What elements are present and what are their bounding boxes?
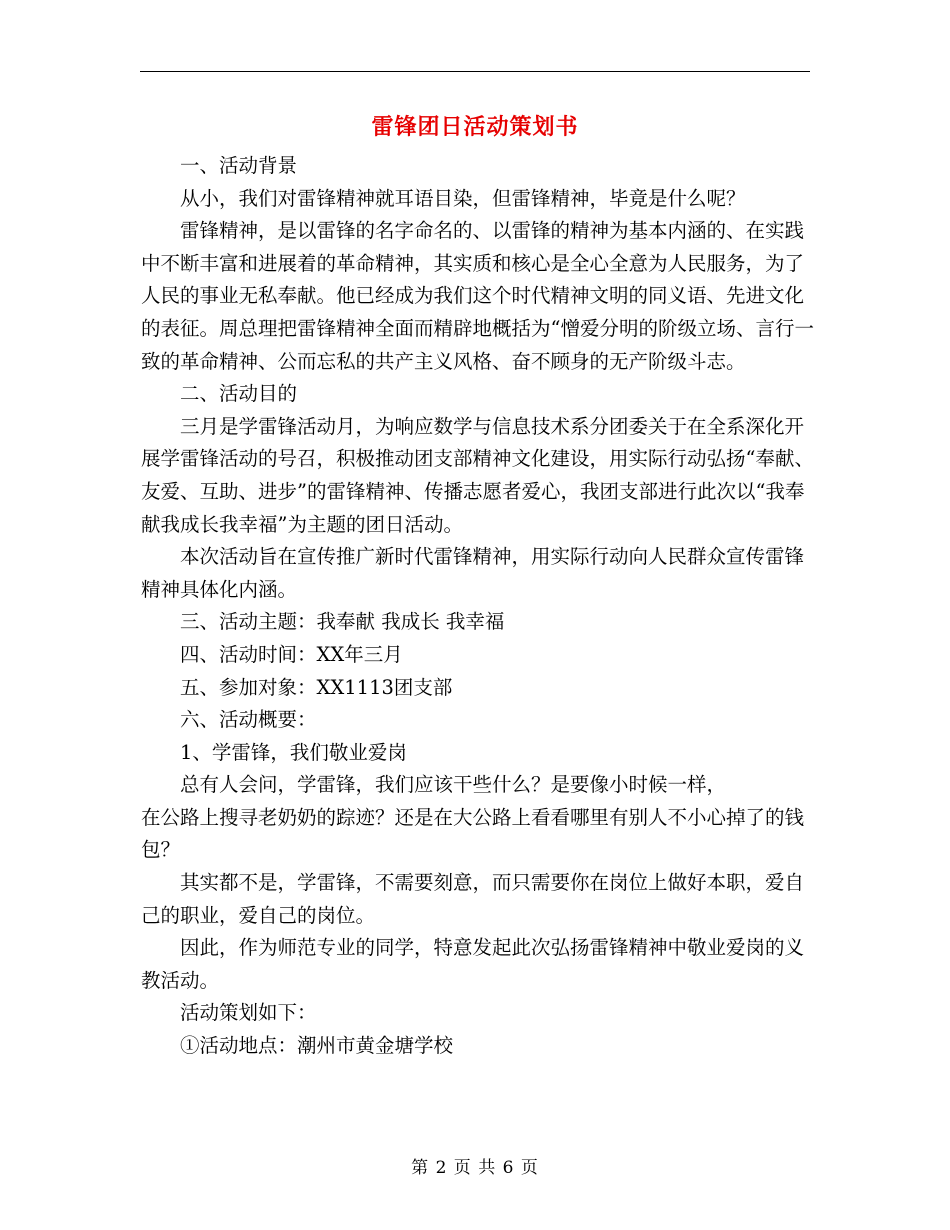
page-number-footer: 第 2 页 共 6 页 bbox=[411, 1158, 539, 1178]
section-heading-theme: 三、活动主题：我奉献 我成长 我幸福 bbox=[180, 610, 505, 634]
document-title: 雷锋团日活动策划书 bbox=[371, 114, 579, 140]
section-heading-overview: 六、活动概要： bbox=[180, 708, 317, 732]
document-body bbox=[141, 150, 816, 1063]
paragraph-plan-intro: 活动策划如下： bbox=[180, 1001, 317, 1025]
section-heading-purpose: 二、活动目的 bbox=[180, 382, 298, 406]
paragraph-answer: 其实都不是，学雷锋，不需要刻意，而只需要你在岗位上做好本职，爱自己的职业，爱自己的岗位。 bbox=[141, 871, 805, 927]
paragraph-question-2: 总有人会问，学雷锋，我们应该干些什么？是要像小时候一样， bbox=[180, 773, 727, 797]
paragraph-question-2-cont: 在公路上搜寻老奶奶的踪迹？还是在大公路上看看哪里有别人不小心掉了的钱包？ bbox=[141, 805, 805, 862]
section-heading-time: 四、活动时间：XX年三月 bbox=[180, 642, 403, 666]
subsection-heading: 1、学雷锋，我们敬业爱岗 bbox=[180, 740, 407, 764]
section-heading-participants: 五、参加对象：XX1113团支部 bbox=[180, 675, 453, 699]
section-heading-background: 一、活动背景 bbox=[180, 154, 298, 177]
paragraph-question: 从小，我们对雷锋精神就耳语目染，但雷锋精神，毕竟是什么呢？ bbox=[180, 186, 746, 210]
header-rule bbox=[140, 71, 810, 72]
paragraph-initiative: 因此，作为师范专业的同学，特意发起此次弘扬雷锋精神中敬业爱岗的义教活动。 bbox=[141, 936, 805, 992]
paragraph-aim: 本次活动旨在宣传推广新时代雷锋精神，用实际行动向人民群众宣传雷锋精神具体化内涵。 bbox=[141, 545, 805, 601]
paragraph-purpose: 三月是学雷锋活动月，为响应数学与信息技术系分团委关于在全系深化开展学雷锋活动的号召，积极推动团支部精神文化建设，用实际行动弘扬“奉献、友爱、互助、进步”的雷锋精神、传播志愿者爱心，我团支部进行此次以“我奉献我成长我幸福”为主题的团日活动。 bbox=[141, 414, 814, 536]
paragraph-location: ①活动地点：潮州市黄金塘学校 bbox=[180, 1034, 454, 1058]
paragraph-definition: 雷锋精神，是以雷锋的名字命名的、以雷锋的精神为基本内涵的、在实践中不断丰富和进展着的革命精神，其实质和核心是全心全意为人民服务，为了人民的事业无私奉献。他已经成为我们这个时代精神文明的同义语、先进文化的表征。周总理把雷锋精神全面而精辟地概括为“憎爱分明的阶级立场、言行一致的革命精神、公而忘私的共产主义风格、奋不顾身的无产阶级斗志。 bbox=[141, 219, 814, 373]
